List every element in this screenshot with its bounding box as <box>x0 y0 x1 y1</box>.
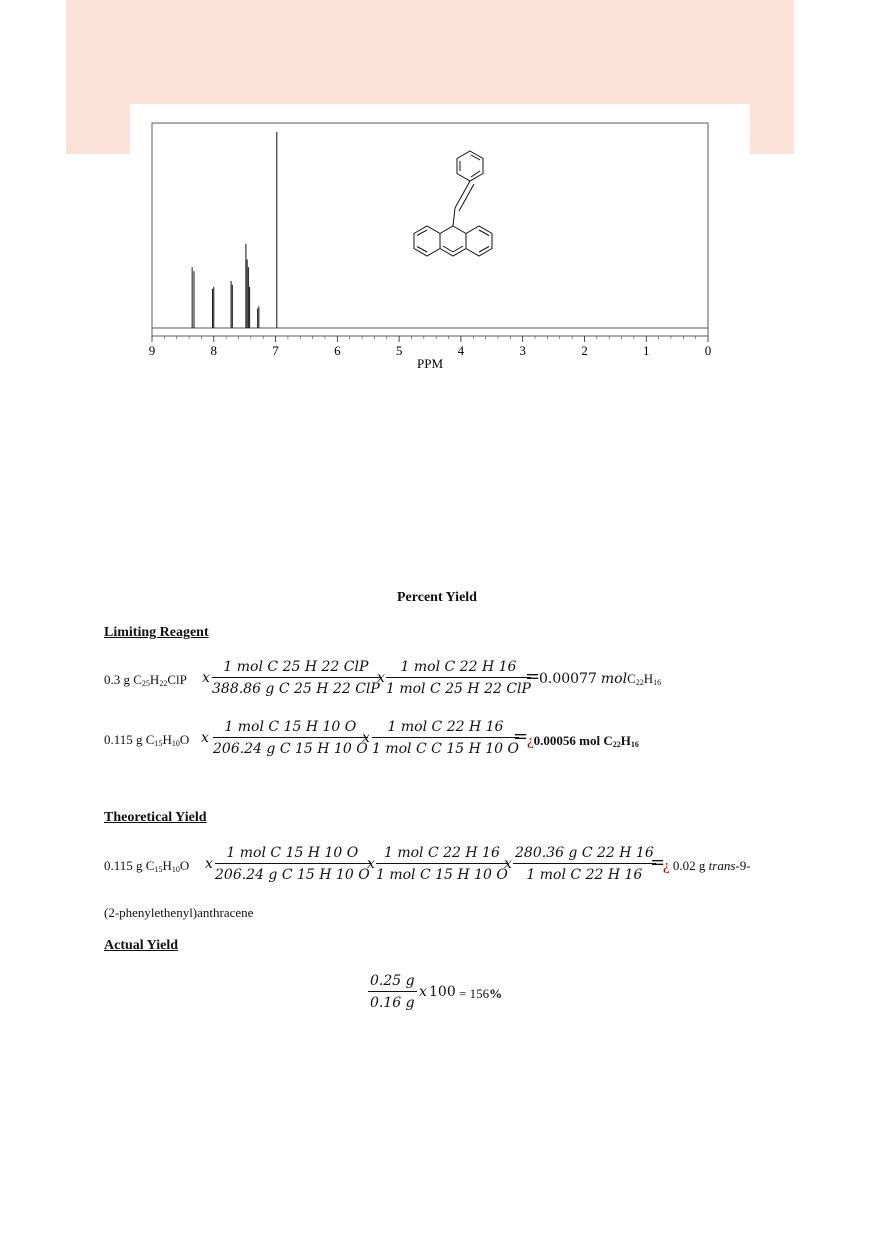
actual-yield-fraction: $\frac{0.25 g}{0.16 g}$ <box>370 973 415 1011</box>
x-axis-label: PPM <box>416 356 444 371</box>
nmr-spectrum-chart <box>130 104 750 380</box>
x-tick-label: 5 <box>395 343 403 358</box>
x-axis-ticks <box>149 336 712 358</box>
theoretical-fraction-1: 1 mol C 15 H 10 O 206.24 g C 15 H 10 O <box>215 845 370 883</box>
times-sign: x <box>367 856 375 872</box>
times-sign: x <box>504 856 512 872</box>
limiting-reagent-heading: Limiting Reagent <box>104 625 209 640</box>
theoretical-result: ¿ 0.02 g trans-9- <box>663 858 751 874</box>
times-sign: x <box>419 984 427 1000</box>
peaks <box>192 132 277 328</box>
theoretical-fraction-2: 1 mol C 22 H 16 1 mol C 15 H 10 O <box>376 845 508 883</box>
theoretical-yield-heading: Theoretical Yield <box>104 810 207 825</box>
limiting-line1-result: 0.00077 $molC_{22}H_{16}$ <box>539 671 662 687</box>
theoretical-fraction-3: 280.36 g C 22 H 16 1 mol C 22 H 16 <box>515 845 654 883</box>
times-sign: x <box>205 856 213 872</box>
equals-sign: = <box>513 726 529 747</box>
theoretical-prefix: 0.115 g $C_{15}H_{10}O$ <box>104 858 190 874</box>
limiting-line1-prefix: 0.3 g $C_{25}H_{22}ClP$ <box>104 672 187 688</box>
x-tick-label: 2 <box>581 343 588 358</box>
x-tick-label: 6 <box>334 343 341 358</box>
actual-yield-result: = 156% <box>459 986 503 1001</box>
x-tick-label: 8 <box>210 343 218 358</box>
limiting-line2-fraction-1: 1 mol C 15 H 10 O 206.24 g C 15 H 10 O <box>213 719 368 757</box>
x-tick-label: 3 <box>519 343 526 358</box>
limiting-line2-prefix: 0.115 g $C_{15}H_{10}O$ <box>104 732 190 748</box>
x-tick-label: 1 <box>642 343 650 358</box>
equals-sign: = <box>525 666 541 687</box>
x-tick-label: 0 <box>704 343 712 358</box>
equals-sign: = <box>650 852 666 873</box>
times-sign: x <box>201 730 209 746</box>
limiting-line2-fraction-2: 1 mol C 22 H 16 1 mol C C 15 H 10 O <box>372 719 519 757</box>
x-tick-label: 9 <box>148 343 156 358</box>
limiting-line1-fraction-2: 1 mol C 22 H 16 1 mol C 25 H 22 ClP <box>386 659 531 697</box>
times-sign: x <box>377 670 385 686</box>
actual-yield-heading: Actual Yield <box>104 938 179 953</box>
theoretical-continuation: (2-phenylethenyl)anthracene <box>104 905 254 920</box>
times-sign: x <box>202 670 210 686</box>
actual-multiplier: 100 <box>429 984 456 1000</box>
x-tick-label: 7 <box>272 343 279 358</box>
x-tick-label: 4 <box>457 343 465 358</box>
times-sign: x <box>362 730 370 746</box>
plot-frame <box>152 123 708 336</box>
limiting-line2-result: ¿0.00056 mol $C_{22}H_{16}$ <box>527 733 639 749</box>
limiting-line1-fraction-1: 1 mol C 25 H 22 ClP 388.86 g C 25 H 22 ClP <box>212 659 380 697</box>
percent-yield-title: Percent Yield <box>397 590 477 605</box>
chemical-structure <box>414 151 492 256</box>
